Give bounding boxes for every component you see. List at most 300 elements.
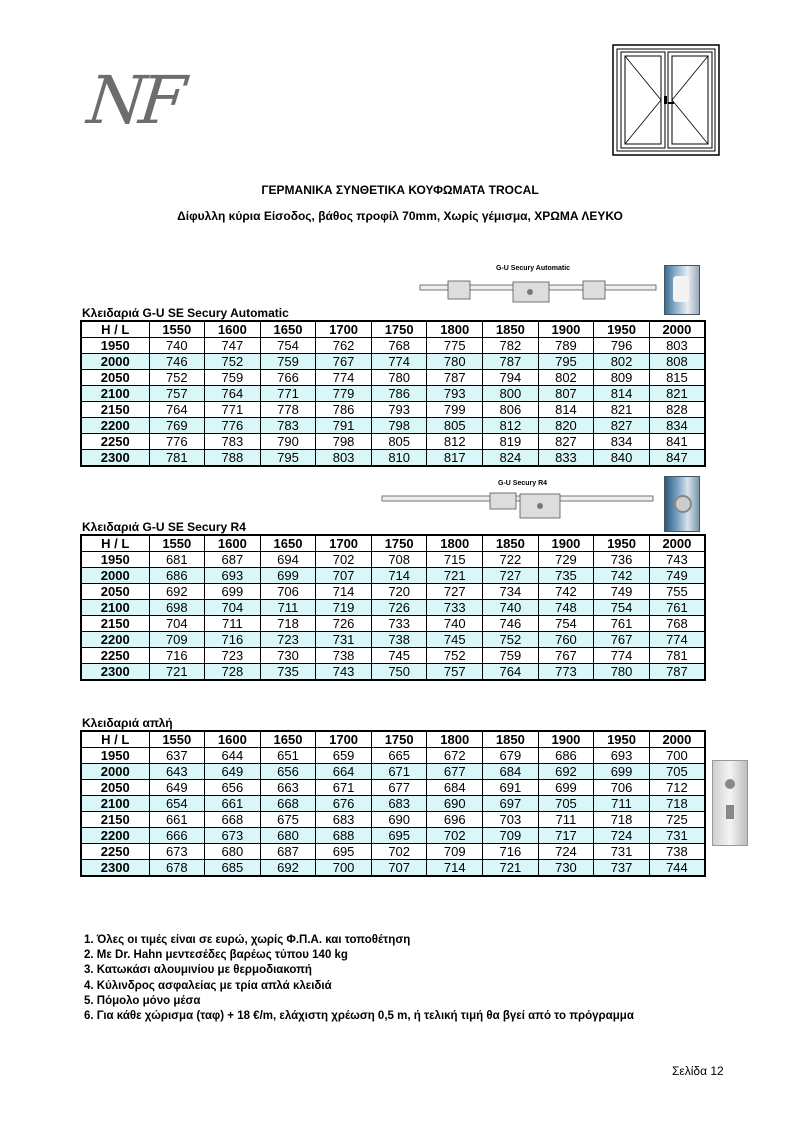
price-cell: 731 [649,828,705,844]
column-header: 1600 [205,731,261,748]
price-cell: 692 [260,860,316,877]
price-cell: 786 [371,386,427,402]
price-cell: 805 [371,434,427,450]
price-cell: 718 [649,796,705,812]
price-cell: 742 [594,568,650,584]
cylinder-photo [664,476,700,532]
price-cell: 672 [427,748,483,764]
price-cell: 742 [538,584,594,600]
table-row [81,552,705,568]
row-header: 2100 [81,796,149,812]
price-cell: 764 [149,402,205,418]
section-title-automatic: Κλειδαριά G-U SE Secury Automatic [82,306,289,320]
row-header: 2200 [81,418,149,434]
gu-automatic-lock-image [418,265,658,305]
price-cell: 692 [538,764,594,780]
price-cell: 693 [594,748,650,764]
price-cell: 774 [649,632,705,648]
price-cell: 671 [371,764,427,780]
price-cell: 764 [205,386,261,402]
double-door-icon [612,44,720,156]
table-row [81,812,705,828]
column-header: 2000 [649,535,705,552]
price-cell: 776 [149,434,205,450]
price-cell: 791 [316,418,372,434]
column-header: 1900 [538,321,594,338]
column-header: 1850 [483,321,539,338]
price-cell: 738 [649,844,705,860]
price-cell: 678 [149,860,205,877]
price-cell: 774 [316,370,372,386]
note-item: 2. Με Dr. Hahn μεντεσέδες βαρέως τύπου 140 kg [84,949,348,962]
price-cell: 691 [483,780,539,796]
column-header: H / L [81,321,149,338]
table-row [81,402,705,418]
price-cell: 780 [371,370,427,386]
price-cell: 802 [594,354,650,370]
price-cell: 743 [649,552,705,568]
price-cell: 737 [594,860,650,877]
price-cell: 740 [483,600,539,616]
price-cell: 722 [483,552,539,568]
price-cell: 754 [594,600,650,616]
table-row [81,748,705,764]
price-cell: 717 [538,828,594,844]
price-cell: 747 [205,338,261,354]
price-cell: 651 [260,748,316,764]
price-cell: 783 [260,418,316,434]
column-header: H / L [81,535,149,552]
price-cell: 759 [260,354,316,370]
price-cell: 675 [260,812,316,828]
price-table-simple [80,730,706,877]
price-cell: 773 [538,664,594,681]
row-header: 1950 [81,748,149,764]
price-cell: 704 [205,600,261,616]
column-header: 1850 [483,535,539,552]
lock-image-label: G-U Secury R4 [498,480,548,487]
price-cell: 721 [483,860,539,877]
price-cell: 728 [205,664,261,681]
price-cell: 718 [260,616,316,632]
price-cell: 687 [205,552,261,568]
column-header: H / L [81,731,149,748]
price-cell: 692 [149,584,205,600]
price-cell: 808 [649,354,705,370]
table-row [81,664,705,681]
table-row [81,648,705,664]
price-cell: 755 [649,584,705,600]
row-header: 2000 [81,354,149,370]
price-cell: 720 [371,584,427,600]
column-header: 1800 [427,321,483,338]
column-header: 1850 [483,731,539,748]
column-header: 1800 [427,535,483,552]
price-cell: 828 [649,402,705,418]
price-cell: 726 [316,616,372,632]
column-header: 1700 [316,321,372,338]
price-cell: 793 [427,386,483,402]
price-cell: 745 [427,632,483,648]
price-cell: 815 [649,370,705,386]
price-cell: 680 [260,828,316,844]
price-cell: 768 [649,616,705,632]
table-row [81,568,705,584]
price-cell: 803 [316,450,372,467]
price-cell: 769 [149,418,205,434]
row-header: 2150 [81,812,149,828]
price-cell: 733 [427,600,483,616]
lock-detail-photo [664,265,700,315]
price-cell: 716 [483,844,539,860]
price-cell: 665 [371,748,427,764]
price-cell: 795 [538,354,594,370]
column-header: 1550 [149,731,205,748]
price-cell: 774 [594,648,650,664]
price-cell: 680 [205,844,261,860]
price-cell: 693 [205,568,261,584]
table-row [81,764,705,780]
price-cell: 649 [149,780,205,796]
price-cell: 761 [649,600,705,616]
price-cell: 673 [205,828,261,844]
price-cell: 764 [483,664,539,681]
column-header: 1650 [260,321,316,338]
price-cell: 787 [649,664,705,681]
price-cell: 841 [649,434,705,450]
price-cell: 810 [371,450,427,467]
page-number: Σελίδα 12 [672,1064,724,1078]
price-cell: 802 [538,370,594,386]
price-cell: 807 [538,386,594,402]
price-cell: 684 [483,764,539,780]
price-cell: 779 [316,386,372,402]
price-cell: 821 [649,386,705,402]
price-cell: 656 [205,780,261,796]
price-cell: 671 [316,780,372,796]
price-cell: 664 [316,764,372,780]
note-item: 4. Κύλινδρος ασφαλείας με τρία απλά κλειδιά [84,979,332,992]
price-cell: 748 [538,600,594,616]
price-cell: 677 [427,764,483,780]
lock-bar-icon [380,490,655,520]
price-cell: 711 [260,600,316,616]
price-cell: 771 [205,402,261,418]
price-cell: 685 [205,860,261,877]
row-header: 2250 [81,844,149,860]
row-header: 2300 [81,860,149,877]
price-cell: 734 [483,584,539,600]
price-cell: 767 [316,354,372,370]
price-cell: 709 [427,844,483,860]
column-header: 1750 [371,731,427,748]
price-cell: 699 [538,780,594,796]
price-cell: 820 [538,418,594,434]
row-header: 1950 [81,338,149,354]
column-header: 1650 [260,731,316,748]
price-cell: 761 [594,616,650,632]
price-cell: 643 [149,764,205,780]
table-row [81,632,705,648]
table-row [81,584,705,600]
price-cell: 668 [205,812,261,828]
price-cell: 738 [316,648,372,664]
price-cell: 729 [538,552,594,568]
price-cell: 688 [316,828,372,844]
column-header: 1950 [594,535,650,552]
price-cell: 721 [149,664,205,681]
column-header: 1750 [371,321,427,338]
price-cell: 740 [149,338,205,354]
company-logo: NF [83,62,184,139]
table-row [81,616,705,632]
column-header: 1900 [538,731,594,748]
price-cell: 781 [149,450,205,467]
price-cell: 760 [538,632,594,648]
price-cell: 782 [483,338,539,354]
price-cell: 731 [594,844,650,860]
row-header: 2200 [81,828,149,844]
note-item: 1. Όλες οι τιμές είναι σε ευρώ, χωρίς Φ.Π.Α. και τοποθέτηση [84,934,411,946]
price-cell: 698 [149,600,205,616]
price-cell: 700 [649,748,705,764]
price-cell: 745 [371,648,427,664]
row-header: 2250 [81,434,149,450]
price-cell: 666 [149,828,205,844]
row-header: 2050 [81,370,149,386]
row-header: 2000 [81,568,149,584]
price-cell: 749 [649,568,705,584]
table-header-row [81,535,705,552]
price-cell: 714 [427,860,483,877]
table-row [81,418,705,434]
lock-bar-icon [418,275,658,305]
price-cell: 814 [538,402,594,418]
table-row [81,450,705,467]
price-cell: 790 [260,434,316,450]
price-cell: 712 [649,780,705,796]
price-cell: 786 [316,402,372,418]
price-cell: 723 [205,648,261,664]
price-cell: 798 [316,434,372,450]
price-cell: 762 [316,338,372,354]
price-cell: 705 [649,764,705,780]
column-header: 1550 [149,535,205,552]
price-cell: 687 [260,844,316,860]
notes-list [84,933,634,1024]
row-header: 2050 [81,584,149,600]
price-cell: 803 [649,338,705,354]
price-cell: 824 [483,450,539,467]
row-header: 2150 [81,402,149,418]
price-cell: 721 [427,568,483,584]
table-row [81,338,705,354]
section-title-r4: Κλειδαριά G-U SE Secury R4 [82,520,246,534]
price-cell: 716 [149,648,205,664]
price-cell: 767 [538,648,594,664]
gu-r4-lock-image [380,478,655,518]
price-cell: 789 [538,338,594,354]
price-cell: 799 [427,402,483,418]
price-cell: 752 [427,648,483,664]
price-cell: 684 [427,780,483,796]
price-cell: 704 [149,616,205,632]
price-cell: 735 [538,568,594,584]
price-cell: 715 [427,552,483,568]
price-cell: 705 [538,796,594,812]
document-title: ΓΕΡΜΑΝΙΚΑ ΣΥΝΘΕΤΙΚΑ ΚΟΥΦΩΜΑΤΑ TROCAL [261,183,539,197]
price-table-r4 [80,534,706,681]
price-cell: 706 [594,780,650,796]
price-cell: 798 [371,418,427,434]
price-cell: 759 [483,648,539,664]
price-cell: 740 [427,616,483,632]
price-cell: 746 [483,616,539,632]
price-cell: 847 [649,450,705,467]
note-item: 3. Κατωκάσι αλουμινίου με θερμοδιακοπή [84,964,312,977]
price-cell: 794 [483,370,539,386]
price-cell: 817 [427,450,483,467]
table-header-row [81,731,705,748]
column-header: 1950 [594,731,650,748]
price-cell: 834 [594,434,650,450]
price-cell: 834 [649,418,705,434]
row-header: 2050 [81,780,149,796]
price-cell: 695 [371,828,427,844]
table-header-row [81,321,705,338]
price-cell: 677 [371,780,427,796]
price-cell: 814 [594,386,650,402]
price-cell: 812 [427,434,483,450]
column-header: 1600 [205,535,261,552]
price-cell: 754 [538,616,594,632]
price-cell: 749 [594,584,650,600]
price-cell: 679 [483,748,539,764]
price-cell: 754 [260,338,316,354]
price-cell: 759 [205,370,261,386]
price-cell: 812 [483,418,539,434]
price-cell: 726 [371,600,427,616]
price-cell: 656 [260,764,316,780]
column-header: 1700 [316,535,372,552]
price-cell: 649 [205,764,261,780]
price-cell: 709 [483,828,539,844]
price-cell: 771 [260,386,316,402]
price-cell: 723 [260,632,316,648]
price-cell: 788 [205,450,261,467]
price-cell: 806 [483,402,539,418]
row-header: 2200 [81,632,149,648]
price-cell: 663 [260,780,316,796]
price-cell: 711 [205,616,261,632]
table-row [81,796,705,812]
price-cell: 673 [149,844,205,860]
price-cell: 683 [371,796,427,812]
price-cell: 690 [371,812,427,828]
price-cell: 766 [260,370,316,386]
price-cell: 724 [538,844,594,860]
price-cell: 697 [483,796,539,812]
price-cell: 827 [538,434,594,450]
price-cell: 711 [594,796,650,812]
price-cell: 681 [149,552,205,568]
price-cell: 746 [149,354,205,370]
price-cell: 768 [371,338,427,354]
price-cell: 840 [594,450,650,467]
price-cell: 796 [594,338,650,354]
row-header: 1950 [81,552,149,568]
price-cell: 727 [483,568,539,584]
price-cell: 775 [427,338,483,354]
price-cell: 707 [371,860,427,877]
table-row [81,370,705,386]
price-cell: 752 [205,354,261,370]
note-item: 5. Πόμολο μόνο μέσα [84,994,201,1007]
price-cell: 776 [205,418,261,434]
price-cell: 719 [316,600,372,616]
column-header: 1550 [149,321,205,338]
price-cell: 733 [371,616,427,632]
price-cell: 707 [316,568,372,584]
section-title-simple: Κλειδαριά απλή [82,716,173,730]
row-header: 2300 [81,664,149,681]
price-cell: 714 [316,584,372,600]
price-cell: 637 [149,748,205,764]
price-cell: 718 [594,812,650,828]
price-cell: 744 [649,860,705,877]
price-cell: 708 [371,552,427,568]
price-cell: 833 [538,450,594,467]
table-row [81,828,705,844]
price-cell: 827 [594,418,650,434]
table-row [81,860,705,877]
column-header: 1700 [316,731,372,748]
price-cell: 781 [649,648,705,664]
price-cell: 757 [427,664,483,681]
price-cell: 699 [205,584,261,600]
price-cell: 699 [594,764,650,780]
price-cell: 694 [260,552,316,568]
column-header: 2000 [649,731,705,748]
price-cell: 686 [538,748,594,764]
document-subtitle: Δίφυλλη κύρια Είσοδος, βάθος προφίλ 70mm, Χωρίς γέμισμα, ΧΡΩΜΑ ΛΕΥΚΟ [177,209,623,223]
row-header: 2100 [81,600,149,616]
table-row [81,600,705,616]
price-cell: 703 [483,812,539,828]
lock-image-label: G-U Secury Automatic [496,265,571,272]
price-cell: 778 [260,402,316,418]
price-cell: 750 [371,664,427,681]
column-header: 1750 [371,535,427,552]
price-cell: 716 [205,632,261,648]
price-cell: 706 [260,584,316,600]
row-header: 2100 [81,386,149,402]
price-cell: 702 [427,828,483,844]
row-header: 2000 [81,764,149,780]
column-header: 1800 [427,731,483,748]
price-cell: 654 [149,796,205,812]
table-row [81,354,705,370]
price-cell: 730 [260,648,316,664]
table-row [81,434,705,450]
price-cell: 727 [427,584,483,600]
price-cell: 767 [594,632,650,648]
price-cell: 805 [427,418,483,434]
price-cell: 780 [427,354,483,370]
price-cell: 809 [594,370,650,386]
price-cell: 644 [205,748,261,764]
price-cell: 736 [594,552,650,568]
